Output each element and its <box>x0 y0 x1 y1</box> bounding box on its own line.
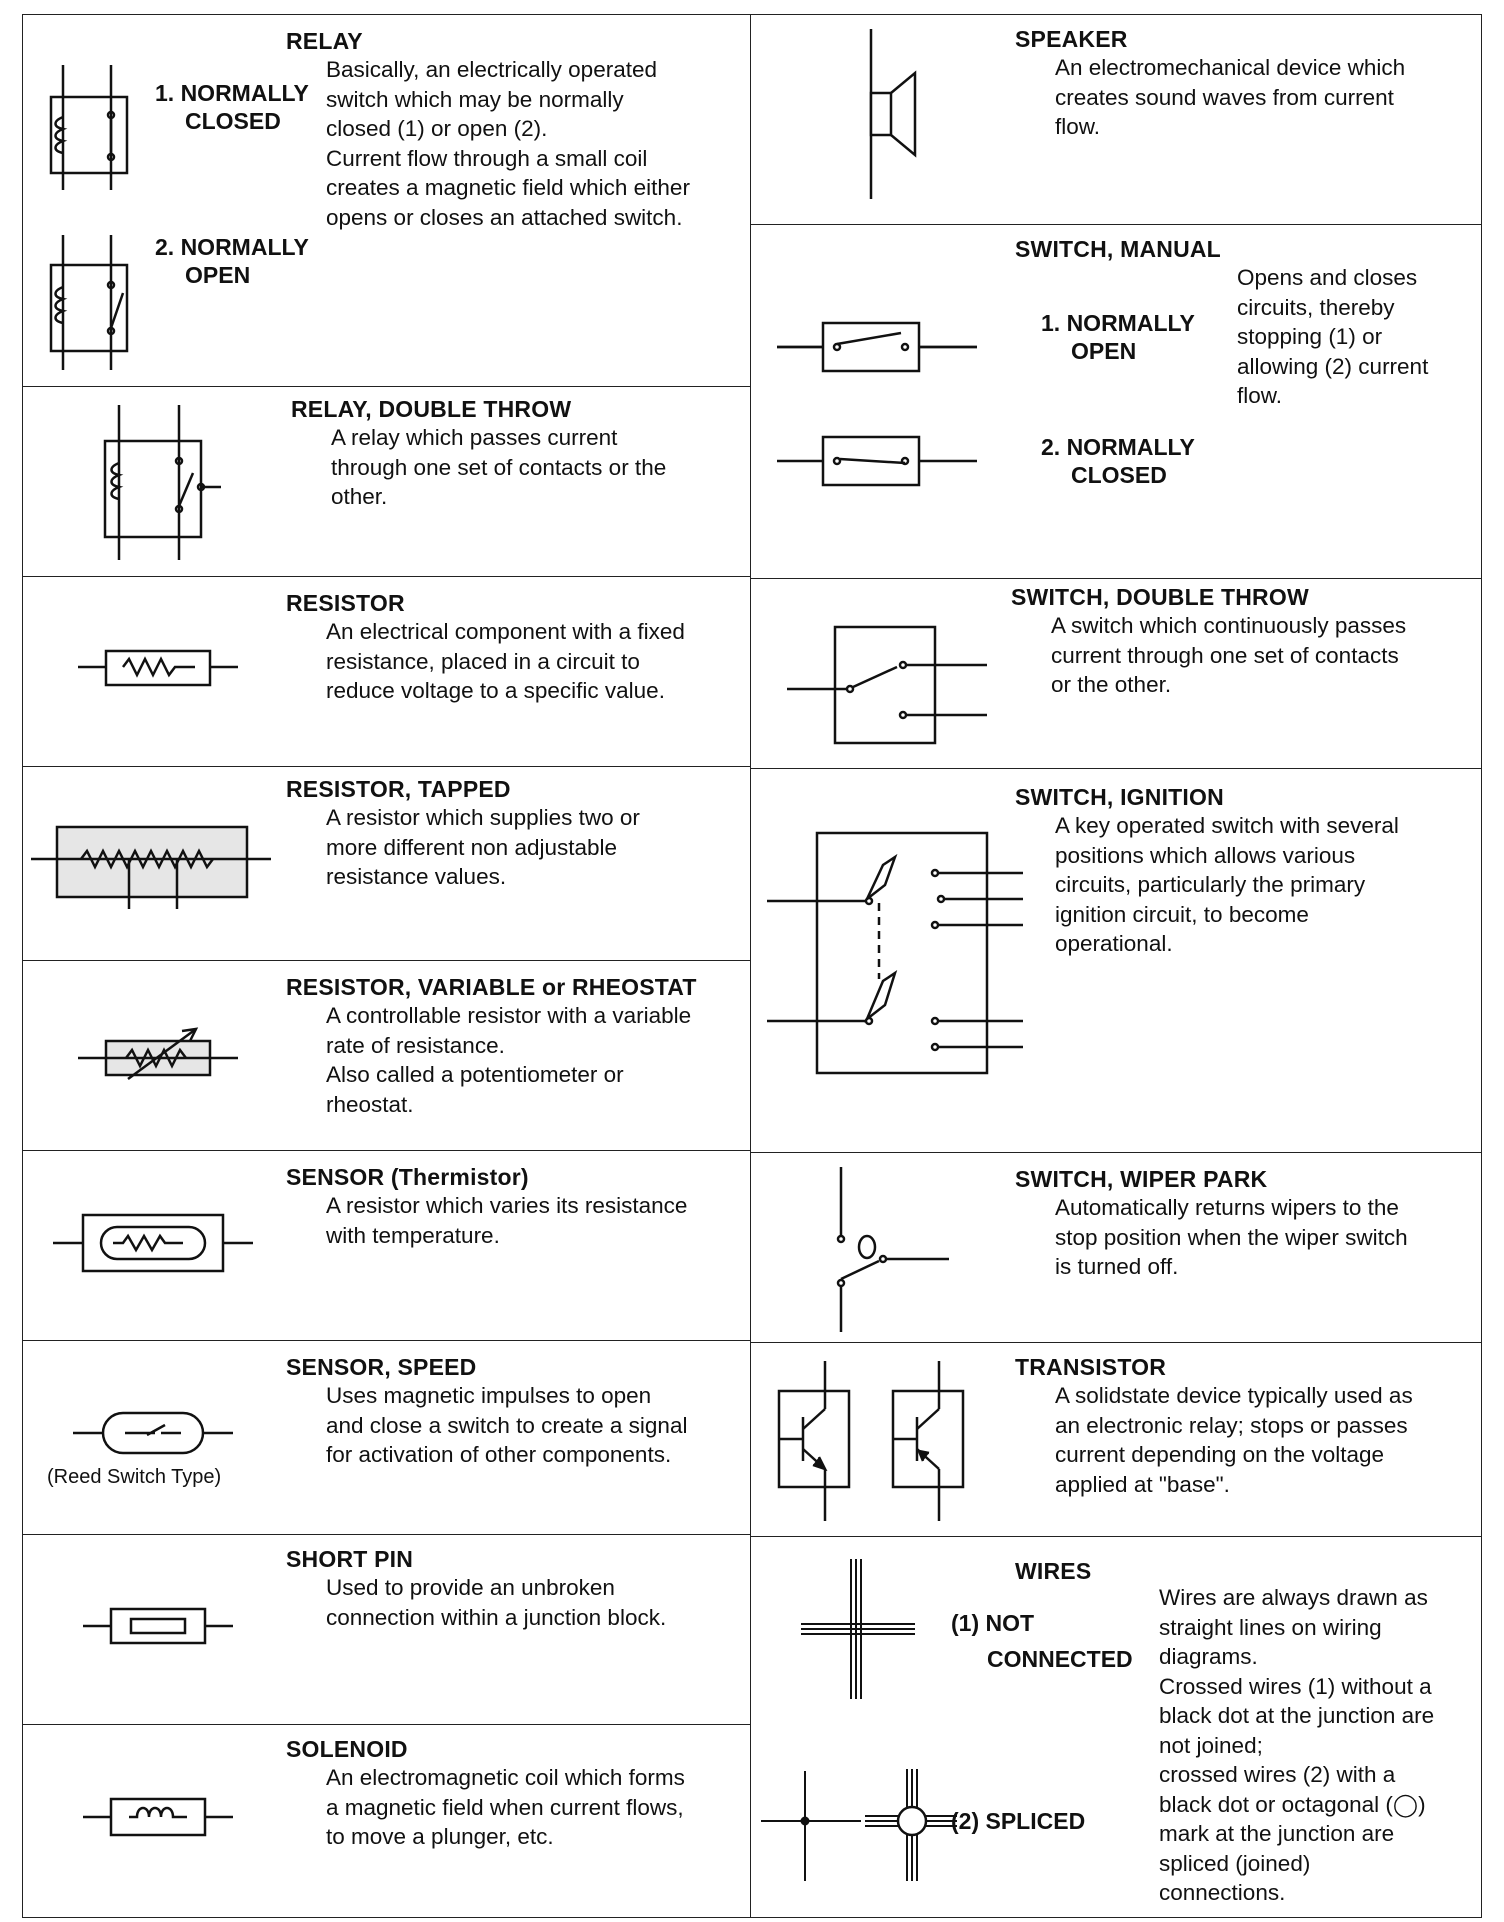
switch-ignition-cell <box>750 768 1482 1154</box>
switch-ignition-title: SWITCH, IGNITION <box>1015 784 1224 810</box>
speaker-symbol-icon <box>861 29 931 199</box>
speaker-cell <box>750 14 1482 226</box>
resistor-variable-title: RESISTOR, VARIABLE or RHEOSTAT <box>286 974 697 1000</box>
relay-double-throw-cell <box>22 386 752 578</box>
sensor-thermistor-description: A resistor which varies its resistance with temperature. <box>326 1193 688 1248</box>
sensor-speed-title: SENSOR, SPEED <box>286 1354 477 1380</box>
relay-double-throw-description: A relay which passes current through one set of contacts or the other. <box>331 425 667 509</box>
short-pin-cell <box>22 1534 752 1726</box>
resistor-tapped-cell <box>22 766 752 962</box>
resistor-tapped-title: RESISTOR, TAPPED <box>286 776 511 802</box>
reed-switch-caption: (Reed Switch Type) <box>47 1466 222 1488</box>
switch-ignition-description: A key operated switch with several positions which allows various circuits, particularly the primary ignition circuit, to become operational. <box>1055 813 1399 956</box>
transistor-cell <box>750 1342 1482 1538</box>
resistor-title: RESISTOR <box>286 590 405 616</box>
manual-switch-label-1: 1. NORMALLY OPEN <box>1041 310 1195 364</box>
speaker-description: An electromechanical device which creates sound waves from current flow. <box>1055 55 1406 139</box>
relay-label-1: 1. NORMALLY CLOSED <box>155 80 309 134</box>
switch-manual-description: Opens and closes circuits, thereby stopping (1) or allowing (2) current flow. <box>1237 265 1429 408</box>
speaker-title: SPEAKER <box>1015 26 1128 52</box>
short-pin-title: SHORT PIN <box>286 1546 414 1572</box>
resistor-variable-description: A controllable resistor with a variable rate of resistance. Also called a potentiometer or rheostat. <box>326 1003 692 1117</box>
wires-title: WIRES <box>1015 1558 1092 1584</box>
switch-wiper-park-title: SWITCH, WIPER PARK <box>1015 1166 1268 1192</box>
wires-symbol-icon <box>757 1559 957 1915</box>
solenoid-cell <box>22 1724 752 1918</box>
resistor-description: An electrical component with a fixed resistance, placed in a circuit to reduce voltage to a specific value. <box>326 619 685 703</box>
relay-title: RELAY <box>286 28 363 54</box>
wires-label-spliced: (2) SPLICED <box>951 1808 1086 1834</box>
resistor-symbol-icon <box>78 637 238 697</box>
relay-description: Basically, an electrically operated switch which may be normally closed (1) or open (2). Current flow through a small coil creates a magnetic field which either opens or closes an attached switch. <box>326 57 690 230</box>
relay-label-2: 2. NORMALLY OPEN <box>155 234 309 288</box>
solenoid-title: SOLENOID <box>286 1736 408 1762</box>
relay-double-throw-title: RELAY, DOUBLE THROW <box>291 396 572 422</box>
switch-double-throw-cell <box>750 578 1482 770</box>
switch-double-throw-description: A switch which continuously passes current through one set of contacts or the other. <box>1051 613 1407 697</box>
variable-resistor-symbol-icon <box>78 1021 238 1091</box>
resistor-variable-cell <box>22 960 752 1152</box>
sensor-thermistor-title: SENSOR (Thermistor) <box>286 1164 529 1190</box>
manual-switch-label-2: 2. NORMALLY CLOSED <box>1041 434 1195 488</box>
wires-label-not-connected: (1) NOT CONNECTED <box>951 1610 1133 1672</box>
thermistor-symbol-icon <box>53 1203 253 1283</box>
relay-cell <box>22 14 752 388</box>
short-pin-description: Used to provide an unbroken connection within a junction block. <box>326 1575 667 1630</box>
resistor-tapped-description: A resistor which supplies two or more different non adjustable resistance values. <box>326 805 640 889</box>
relay-double-throw-symbol-icon <box>83 405 233 565</box>
tapped-resistor-symbol-icon <box>31 809 271 909</box>
transistor-symbol-icon <box>773 1361 983 1521</box>
wires-description: Wires are always drawn as straight lines on wiring diagrams. Crossed wires (1) without a black dot at the junction are not joined; crossed wires (2) with a black dot or octagonal (◯) mark at the junction are spliced (joined) connections. <box>1159 1585 1435 1905</box>
switch-wiper-park-description: Automatically returns wipers to the stop position when the wiper switch is turned off. <box>1055 1195 1408 1279</box>
ignition-switch-symbol-icon <box>767 829 1037 1079</box>
sensor-thermistor-cell <box>22 1150 752 1342</box>
switch-double-throw-title: SWITCH, DOUBLE THROW <box>1011 584 1309 610</box>
wires-cell <box>750 1536 1482 1918</box>
switch-wiper-park-cell <box>750 1152 1482 1344</box>
double-throw-switch-symbol-icon <box>787 619 987 759</box>
resistor-cell <box>22 576 752 768</box>
solenoid-description: An electromagnetic coil which forms a magnetic field when current flows, to move a plunger, etc. <box>326 1765 685 1849</box>
sensor-speed-description: Uses magnetic impulses to open and close a switch to create a signal for activation of other components. <box>326 1383 688 1467</box>
wiper-park-switch-symbol-icon <box>821 1167 961 1337</box>
switch-manual-cell <box>750 224 1482 580</box>
short-pin-symbol-icon <box>83 1601 233 1651</box>
sensor-speed-cell <box>22 1340 752 1536</box>
manual-switch-symbol-icon <box>777 309 977 499</box>
solenoid-symbol-icon <box>83 1789 233 1845</box>
transistor-description: A solidstate device typically used as an electronic relay; stops or passes current depending on the voltage applied at "base". <box>1055 1383 1413 1497</box>
reed-switch-symbol-icon <box>73 1401 233 1461</box>
switch-manual-title: SWITCH, MANUAL <box>1015 236 1221 262</box>
transistor-title: TRANSISTOR <box>1015 1354 1167 1380</box>
relay-symbol-icon <box>33 65 143 375</box>
